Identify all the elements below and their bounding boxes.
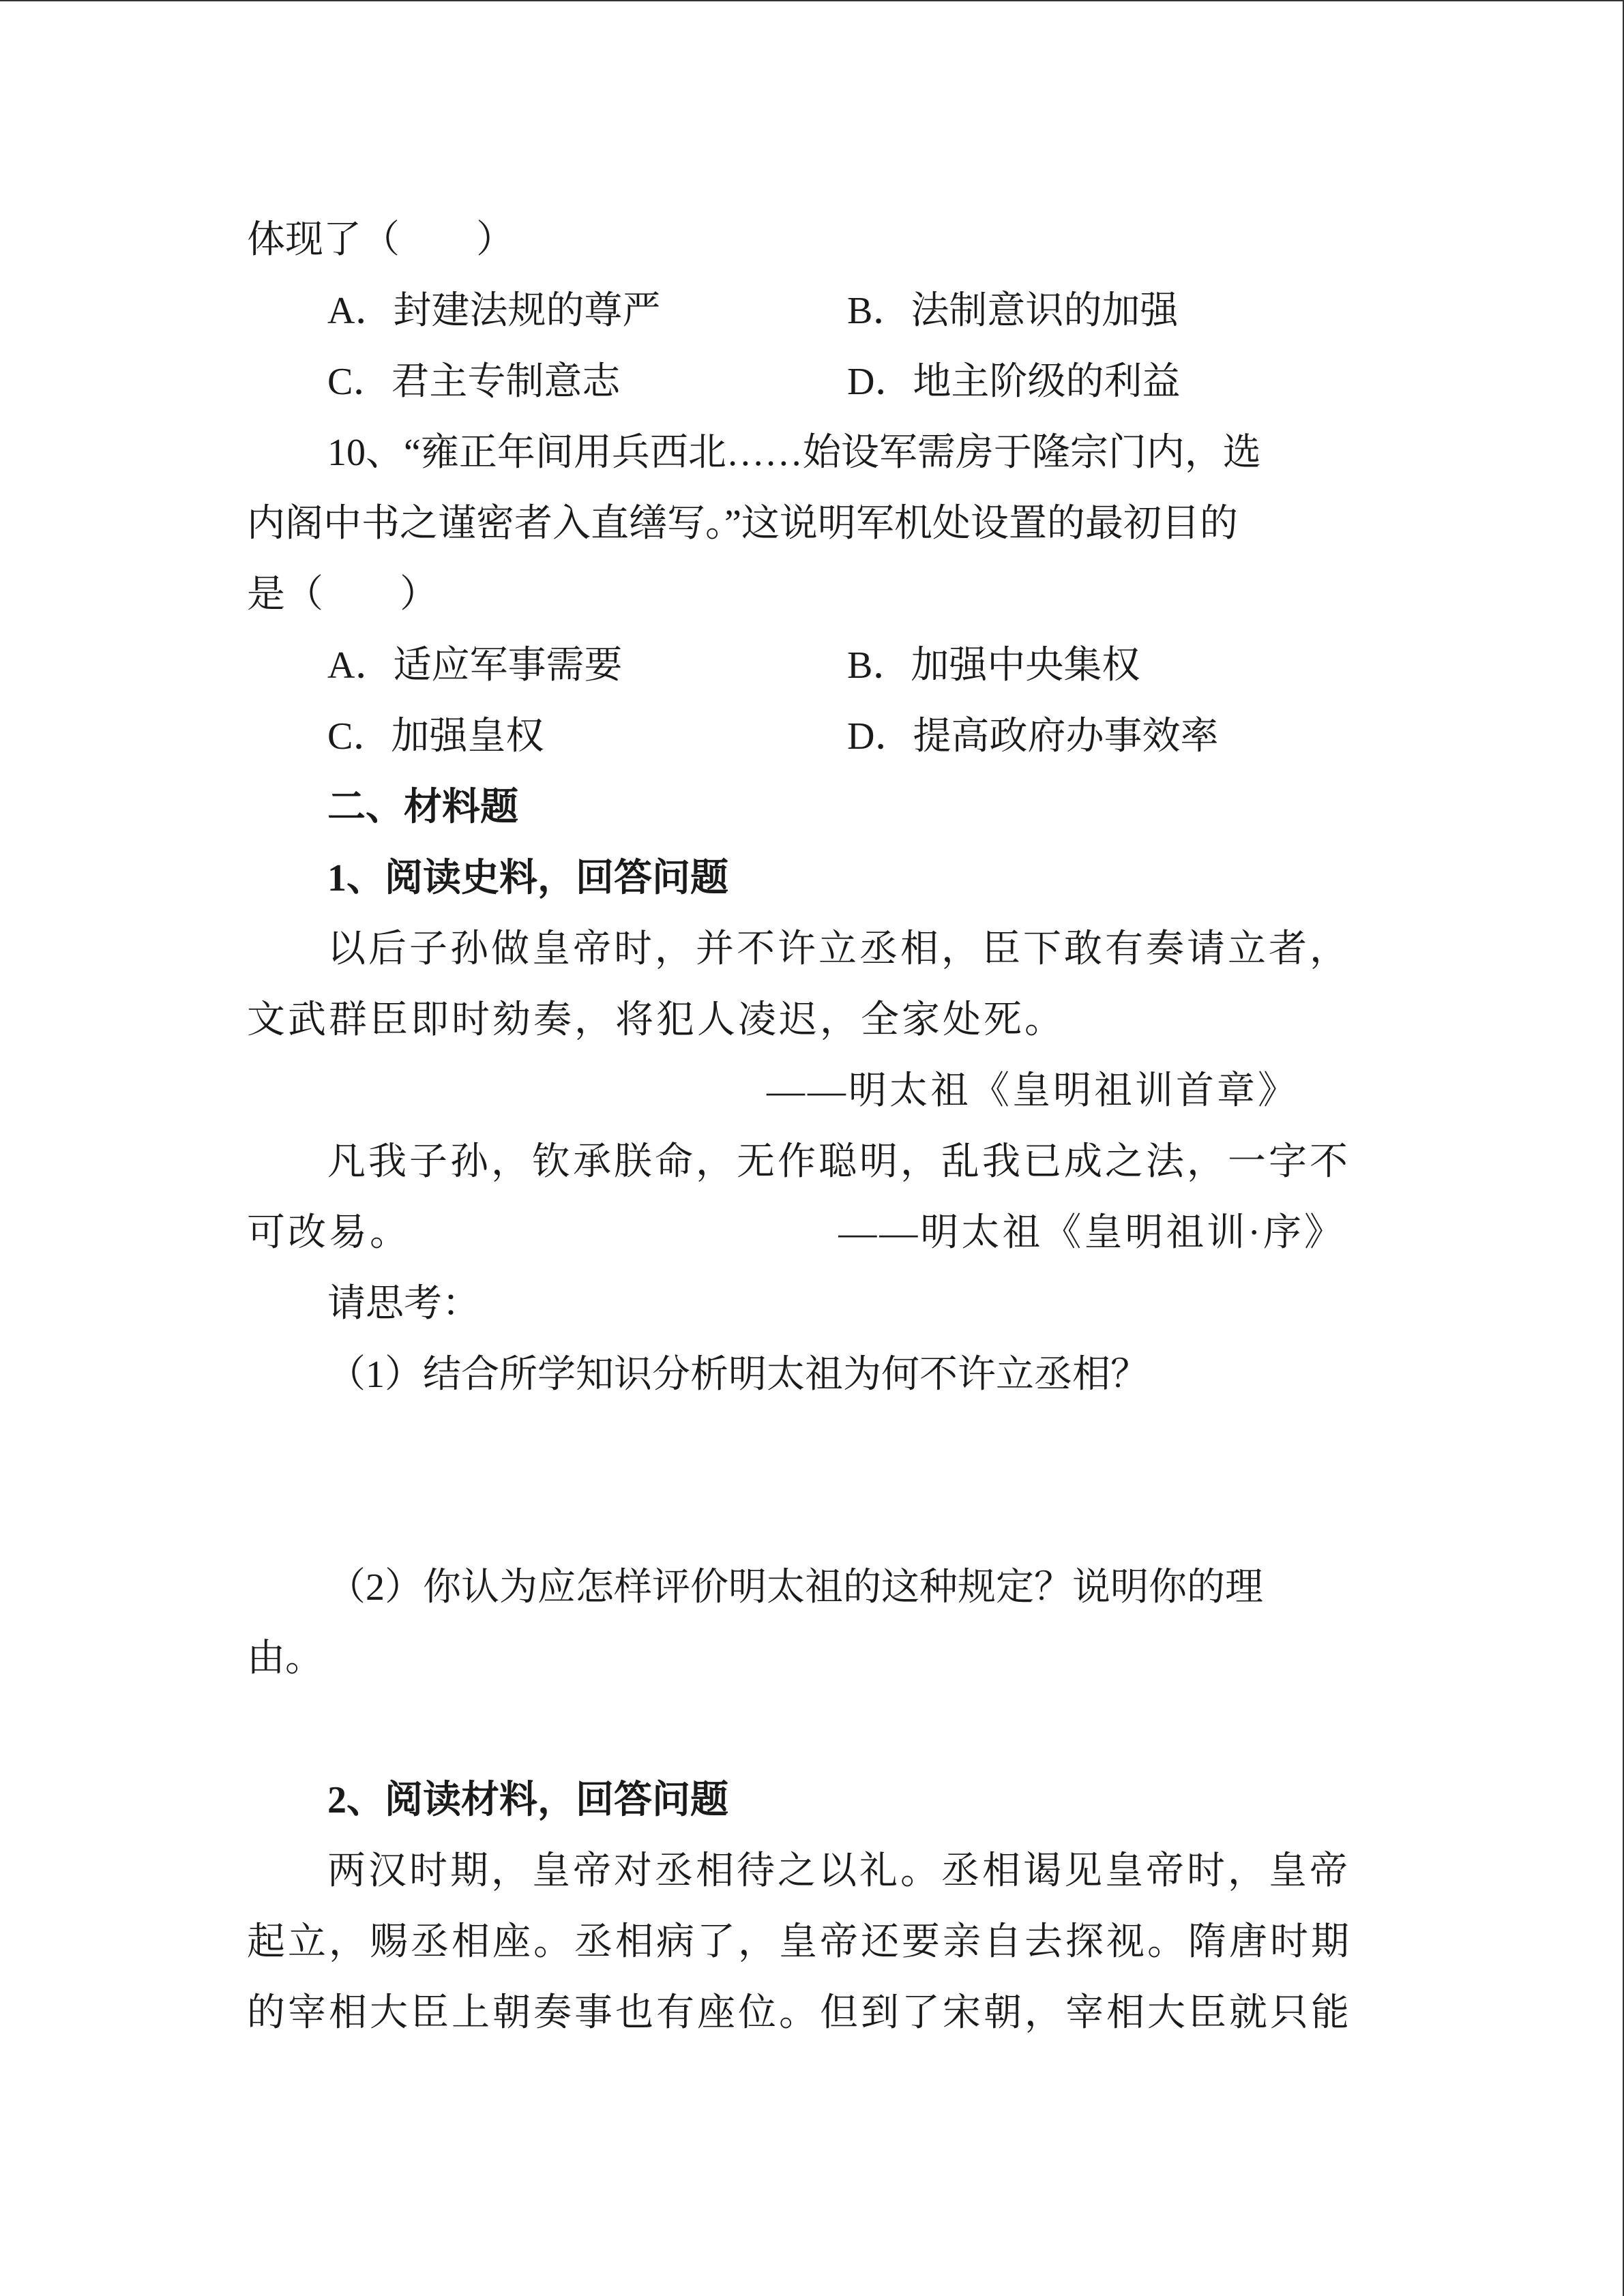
material-1-quote-2-line-1: 凡我子孙，钦承朕命，无作聪明，乱我已成之法，一字不 xyxy=(327,1141,1350,1183)
q9-option-a[interactable]: A．封建法规的尊严 xyxy=(327,290,661,332)
q9-stem-end: 体现了（ ） xyxy=(247,219,514,261)
q10-option-b[interactable]: B．加强中央集权 xyxy=(847,644,1140,687)
q10-stem-line-1: 10、“雍正年间用兵西北……始设军需房于隆宗门内，选 xyxy=(327,432,1261,474)
material-1-question-2-line-2: 由。 xyxy=(247,1637,323,1680)
material-2-text-line-3: 的宰相大臣上朝奏事也有座位。但到了宋朝，宰相大臣就只能 xyxy=(247,1992,1352,2034)
q10-option-c[interactable]: C．加强皇权 xyxy=(327,715,544,758)
q9-option-d[interactable]: D．地主阶级的利益 xyxy=(847,361,1181,403)
material-1-heading: 1、阅读史料，回答问题 xyxy=(327,857,728,899)
document-page xyxy=(247,205,1352,2048)
q9-option-c[interactable]: C．君主专制意志 xyxy=(327,361,621,403)
section-heading: 二、材料题 xyxy=(327,786,518,829)
answer-space-2[interactable] xyxy=(247,1694,1352,1765)
page-top-border xyxy=(0,0,1624,1)
material-1-quote-1-line-1: 以后子孙做皇帝时，并不许立丞相，臣下敢有奏请立者， xyxy=(327,928,1350,970)
material-2-text-line-1: 两汉时期，皇帝对丞相待之以礼。丞相谒见皇帝时，皇帝 xyxy=(327,1850,1350,1892)
q9-option-b[interactable]: B．法制意识的加强 xyxy=(847,290,1179,332)
material-1-source-2: ——明太祖《皇明祖训·序》 xyxy=(838,1212,1345,1254)
q9-options-row-1 xyxy=(247,275,1352,346)
q10-options-row-2 xyxy=(247,701,1352,772)
material-1-question-2-line-1: （2）你认为应怎样评价明太祖的这种规定？说明你的理 xyxy=(327,1566,1263,1609)
q10-options-row-1 xyxy=(247,630,1352,701)
material-1-quote-2-line-2-row xyxy=(247,1197,1352,1268)
q10-option-a[interactable]: A．适应军事需要 xyxy=(327,644,623,687)
material-1-prompt: 请思考： xyxy=(327,1283,480,1325)
answer-space-1[interactable] xyxy=(247,1410,1352,1552)
material-1-quote-2-line-2: 可改易。 xyxy=(247,1212,411,1254)
material-2-text-line-2: 起立，赐丞相座。丞相病了，皇帝还要亲自去探视。隋唐时期 xyxy=(247,1921,1352,1963)
q10-stem-line-3: 是（ ） xyxy=(247,573,438,616)
q10-stem-line-2: 内阁中书之谨密者入直缮写。”这说明军机处设置的最初目的 xyxy=(247,503,1238,545)
material-1-question-1: （1）结合所学知识分析明太祖为何不许立丞相？ xyxy=(327,1354,1149,1396)
material-1-source-1: ——明太祖《皇明祖训首章》 xyxy=(767,1070,1299,1112)
material-2-heading: 2、阅读材料，回答问题 xyxy=(327,1779,728,1821)
material-1-quote-1-line-2: 文武群臣即时劾奏，将犯人凌迟，全家处死。 xyxy=(247,999,1065,1041)
q9-options-row-2 xyxy=(247,346,1352,417)
q10-option-d[interactable]: D．提高政府办事效率 xyxy=(847,715,1219,758)
